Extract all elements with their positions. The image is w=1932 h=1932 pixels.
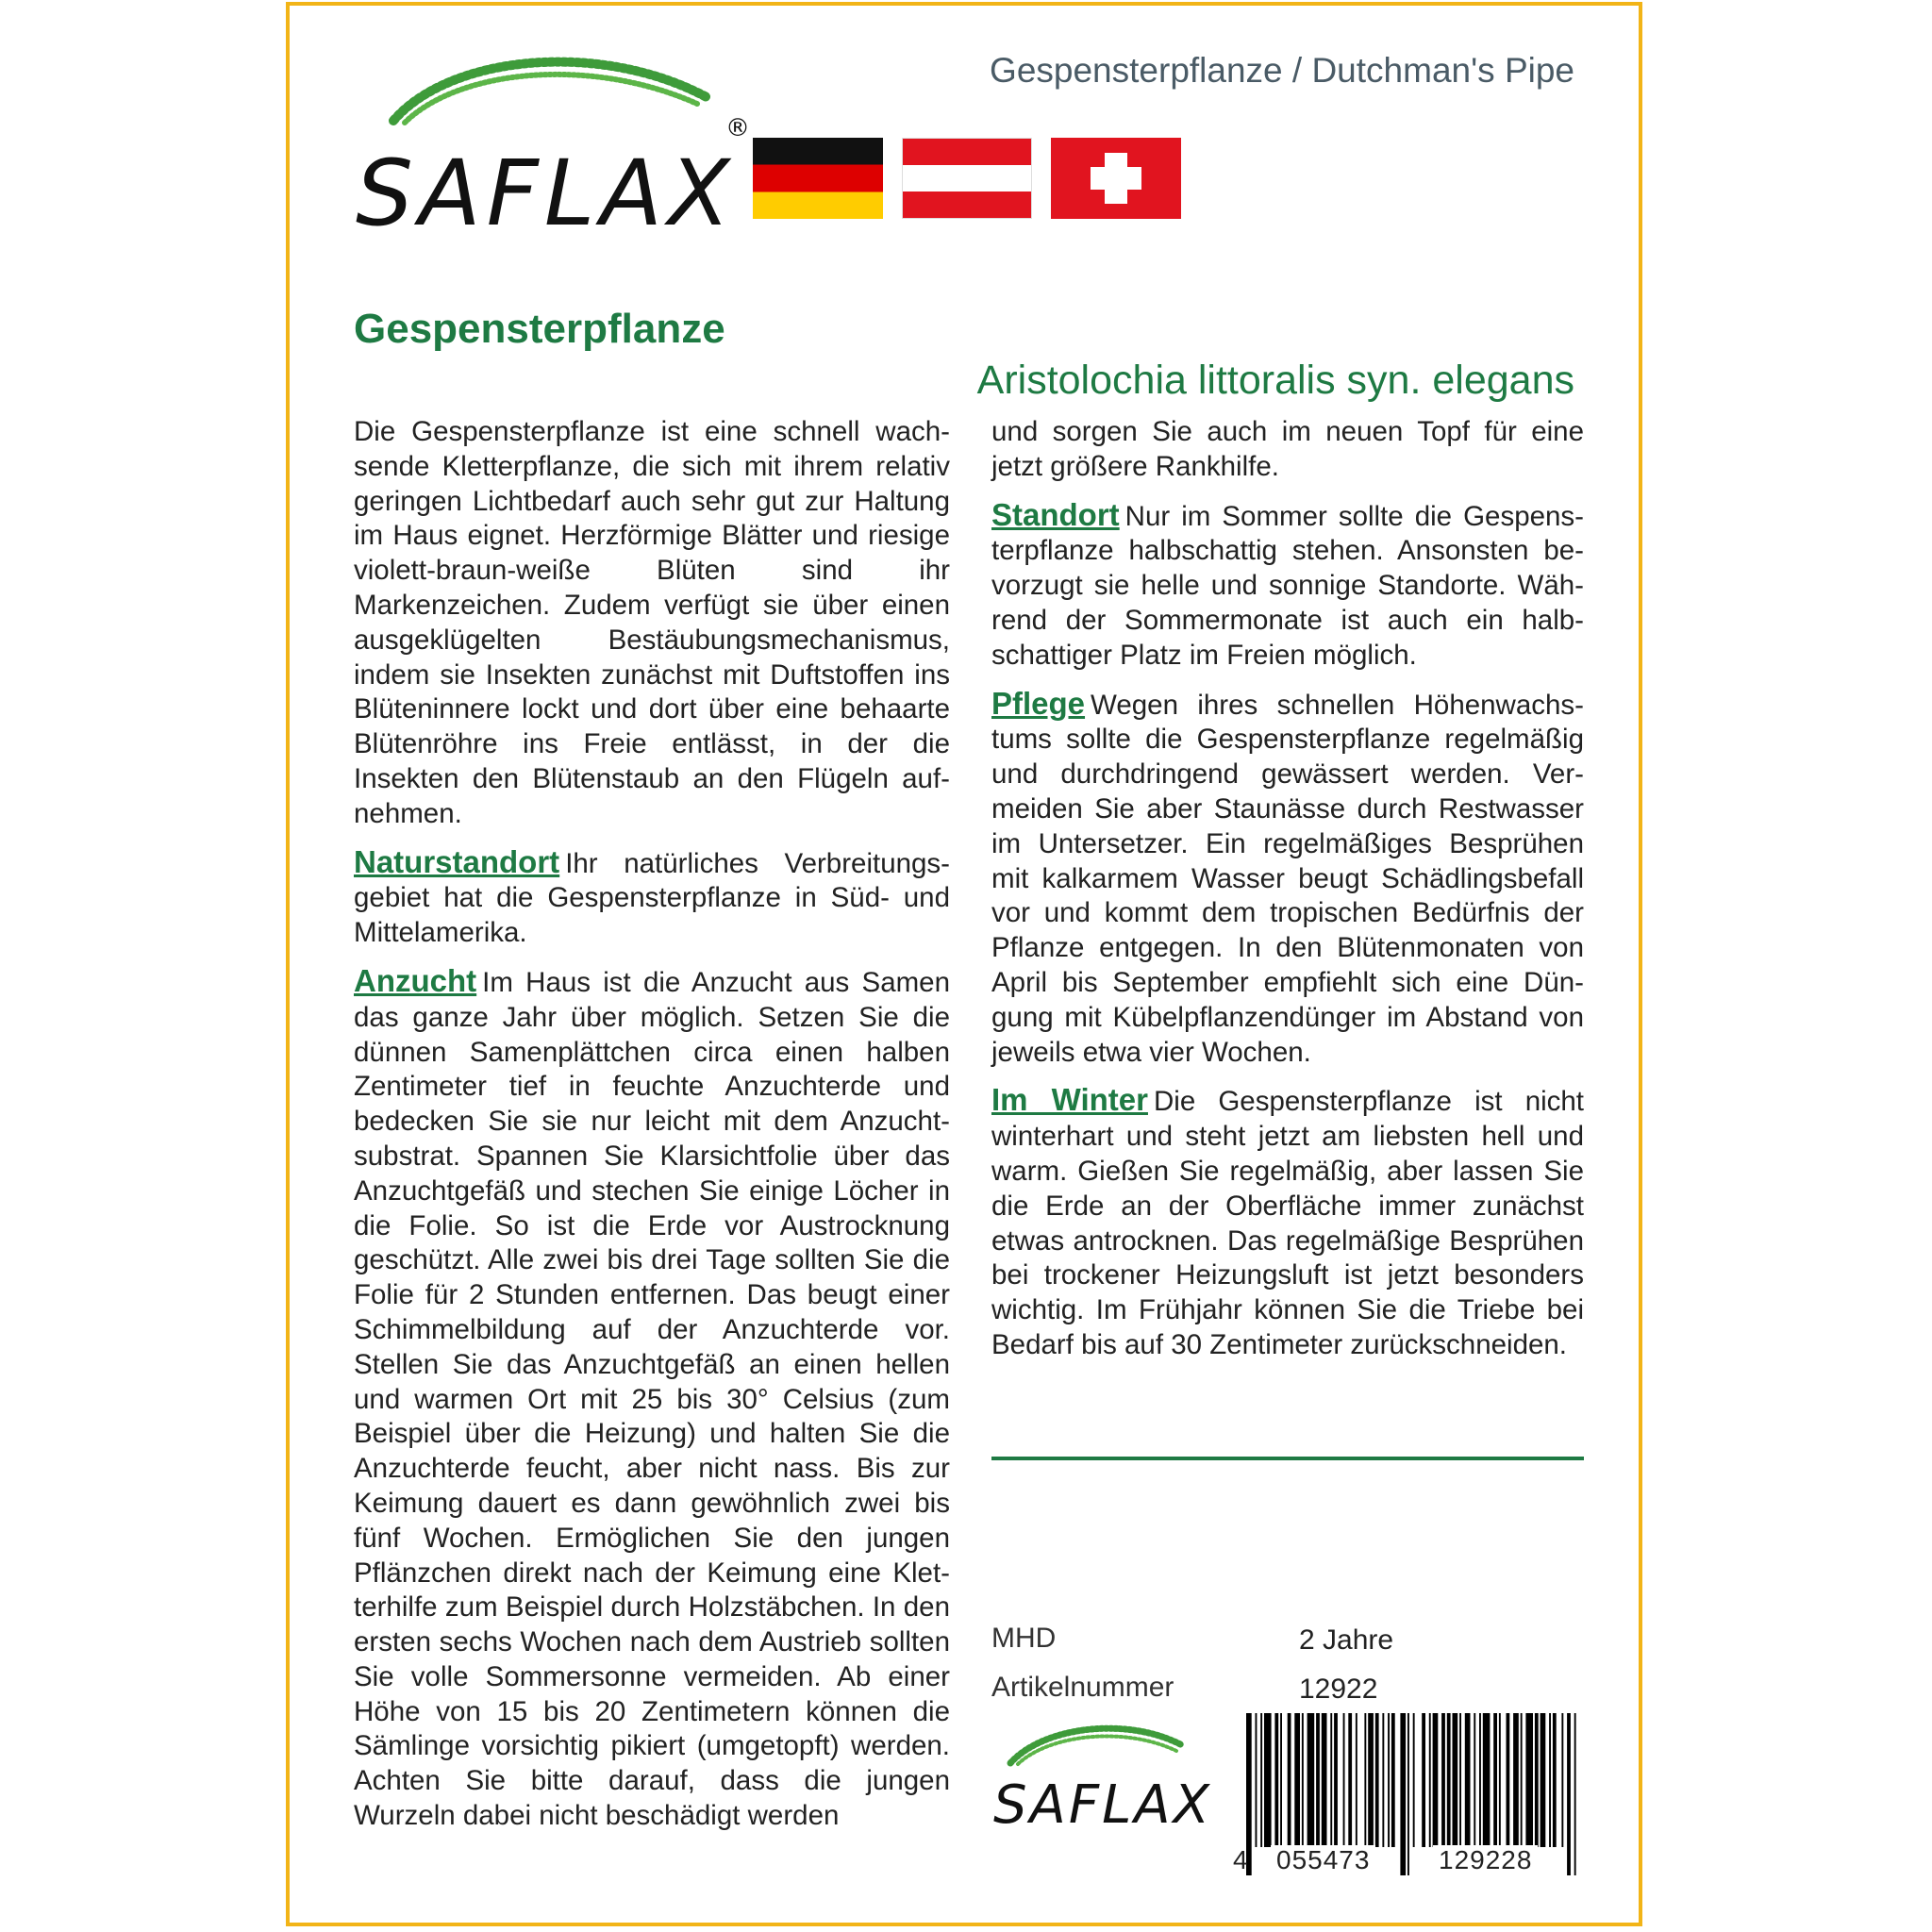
barcode-bar bbox=[1391, 1713, 1395, 1847]
article-number-label: Artikelnummer bbox=[991, 1672, 1174, 1703]
mhd-label: MHD bbox=[991, 1623, 1057, 1654]
section-heading: Naturstandort bbox=[354, 843, 560, 879]
registered-mark: ® bbox=[725, 114, 750, 142]
barcode-digit-first: 4 bbox=[1233, 1845, 1248, 1874]
barcode-bar bbox=[1302, 1713, 1304, 1847]
flag-row bbox=[753, 138, 1181, 219]
barcode-bar bbox=[1422, 1713, 1425, 1847]
barcode-bar bbox=[1549, 1713, 1551, 1847]
german-flag-icon bbox=[753, 138, 883, 219]
barcode-bar bbox=[1382, 1713, 1384, 1847]
barcode-bar bbox=[1388, 1713, 1390, 1847]
barcode-bar bbox=[1493, 1713, 1497, 1847]
barcode-bar bbox=[1447, 1713, 1451, 1847]
barcode-bar bbox=[1441, 1713, 1445, 1847]
barcode-bar bbox=[1274, 1713, 1278, 1847]
section-heading: Im Winter bbox=[991, 1082, 1148, 1118]
section-text: Im Haus ist die Anzucht aus Samen das ganze Jahr über möglich. Setzen Sie die dünnen Samenplättchen circa einen halben Zentimeter tief in feuchte Anzuchterde und bedecken Sie sie nur leicht mit dem Anzuchtsubstrat. Spannen Sie Klarsichtfolie über das Anzuchtgefäß und stechen Sie einige Löcher in die Folie. So ist die Erde vor Austrocknung geschützt. Alle zwei bis drei Tage sollten Sie die Folie für 2 Stunden entfernen. Das beugt einer Schimmelbildung auf der Anzuchterde vor. Stellen Sie das Anzuchtgefäß an einen hellen und warmen Ort mit 25 bis 30° Celsius (zum Beispiel über die Heizung) und halten Sie die Anzuchterde feucht, aber nicht nass. Bis zur Keimung dauert es dann gewöhnlich zwei bis fünf Wochen. Ermöglichen Sie den jungen Pflänzchen direkt nach der Keimung eine Kletterhilfe zum Beispiel durch Holzstäbchen. In den ersten sechs Wochen nach dem Austrieb sollten Sie volle Sommersonne vermeiden. Ab einer Höhe von 15 bis 20 Zentimetern können die Sämlinge vorsichtig pikiert (umgetopft) werden. Achten Sie bitte darauf, dass die jungen Wurzeln dabei nicht beschädigt werden bbox=[354, 966, 950, 1832]
barcode-bar bbox=[1499, 1713, 1501, 1847]
barcode-bar bbox=[1553, 1713, 1557, 1847]
barcode-bar bbox=[1459, 1713, 1461, 1847]
section-heading: Standort bbox=[991, 496, 1120, 532]
section-naturstandort bbox=[354, 845, 950, 951]
barcode-bar bbox=[1433, 1713, 1439, 1847]
barcode-bar bbox=[1260, 1713, 1262, 1847]
barcode-bar bbox=[1322, 1713, 1327, 1847]
barcode-bar bbox=[1307, 1713, 1315, 1847]
section-divider bbox=[991, 1457, 1584, 1460]
section-text: Ihr natürliches Verbreitungsgebiet hat die Gespensterpflanze in Süd- und Mittelamerika. bbox=[354, 847, 950, 949]
text-column-right bbox=[991, 415, 1584, 1376]
barcode-bar bbox=[1474, 1713, 1475, 1847]
barcode-bar bbox=[1541, 1713, 1546, 1847]
barcode-bar bbox=[1535, 1713, 1539, 1847]
barcode-bar bbox=[1513, 1713, 1519, 1847]
barcode-bar bbox=[1280, 1713, 1282, 1847]
barcode-bar bbox=[1479, 1713, 1481, 1847]
section-anzucht bbox=[354, 964, 950, 1834]
anzucht-continuation: und sorgen Sie auch im neuen Topf für eine jetzt größere Rankhilfe. bbox=[991, 416, 1584, 482]
barcode-group-right: 129228 bbox=[1433, 1845, 1538, 1875]
brand-wordmark-small: SAFLAX bbox=[993, 1774, 1212, 1834]
barcode-bar bbox=[1561, 1713, 1563, 1847]
barcode-number bbox=[1233, 1841, 1584, 1879]
section-heading: Anzucht bbox=[354, 962, 477, 998]
barcode-bar bbox=[1330, 1713, 1332, 1847]
barcode-bar bbox=[1483, 1713, 1491, 1847]
section-pflege bbox=[991, 687, 1584, 1071]
section-text: Nur im Sommer sollte die Gespensterpflanze halbschattig stehen. Ansonsten bevorzugt sie helle und sonnige Standorte. Während der Sommermonate ist auch ein halbschattiger Platz im Freien möglich. bbox=[991, 500, 1584, 671]
barcode-bar bbox=[1343, 1713, 1345, 1847]
barcode-bar bbox=[1525, 1713, 1533, 1847]
austrian-flag-icon bbox=[902, 138, 1032, 219]
article-number-value: 12922 bbox=[1299, 1674, 1378, 1705]
plant-title: Gespensterpflanze bbox=[354, 306, 725, 352]
section-heading: Pflege bbox=[991, 685, 1086, 721]
barcode-bar bbox=[1348, 1713, 1352, 1847]
section-winter bbox=[991, 1083, 1584, 1362]
barcode-bar bbox=[1429, 1713, 1431, 1847]
mhd-value: 2 Jahre bbox=[1299, 1624, 1394, 1656]
seed-packet-back bbox=[286, 2, 1642, 1926]
barcode-bar bbox=[1264, 1713, 1272, 1847]
saflax-logo bbox=[356, 45, 752, 234]
brand-wordmark: SAFLAX bbox=[356, 141, 736, 234]
barcode-bar bbox=[1256, 1713, 1257, 1847]
barcode-group-left: 055473 bbox=[1271, 1845, 1375, 1875]
barcode-bar bbox=[1465, 1713, 1471, 1847]
barcode-bar bbox=[1356, 1713, 1357, 1847]
barcode-bar bbox=[1334, 1713, 1338, 1847]
section-text: Wegen ihres schnellen Höhenwachstums sollte die Gespensterpflanze regelmäßig und durchdringend gewässert werden. Vermeiden Sie aber Staunässe durch Restwasser im Untersetzer. Ein regelmäßiges Besprühen mit kalkarmem Wasser beugt Schädlingsbefall vor und kommt dem tropischen Bedürfnis der Pflanze entgegen. In den Blütenmonaten von April bis September empfiehlt sich eine Düngung mit Kübelpflanzendünger im Abstand von jeweils etwa vier Wochen. bbox=[991, 689, 1584, 1068]
barcode-bar bbox=[1294, 1713, 1300, 1847]
product-title: Gespensterpflanze / Dutchman's Pipe bbox=[990, 51, 1574, 90]
barcode-bar bbox=[1521, 1713, 1523, 1847]
barcode-bar bbox=[1453, 1713, 1458, 1847]
saflax-logo-small bbox=[988, 1711, 1214, 1834]
section-standort bbox=[991, 498, 1584, 674]
barcode-bar bbox=[1368, 1713, 1374, 1847]
barcode-bar bbox=[1316, 1713, 1320, 1847]
barcode-bar bbox=[1413, 1713, 1415, 1847]
section-text: Die Gespensterpflanze ist nicht winterhart und steht jetzt am liebsten hell und warm. Gießen Sie regelmäßig, aber lassen Sie die Erde an der Oberfläche immer zunächst etwas antrocknen. Das regelmäßige Besprühen bei trockener Heizungsluft ist jetzt besonders wichtig. Im Frühjahr können Sie die Triebe bei Bedarf bis auf 30 Zentimeter zurückschneiden. bbox=[991, 1086, 1585, 1360]
text-column-left bbox=[354, 415, 950, 1847]
latin-name: Aristolochia littoralis syn. elegans bbox=[976, 358, 1574, 403]
swiss-flag-icon bbox=[1051, 138, 1181, 219]
barcode-bar bbox=[1507, 1713, 1510, 1847]
barcode-bar bbox=[1375, 1713, 1379, 1847]
barcode-bar bbox=[1288, 1713, 1291, 1847]
intro-paragraph: Die Gespensterpflanze ist eine schnell wachsende Kletterpflanze, die sich mit ihrem relativ geringen Lichtbedarf auch sehr gut zur Haltung im Haus eignet. Herzförmige Blätter und riesige violett-braun-weiße Blüten sind ihr Markenzeichen. Zudem verfügt sie über einen ausgeklügelten Bestäubungsmechanismus, indem sie Insekten zunächst mit Duftstoffen ins Blüteninnere lockt und dort über eine behaarte Blütenröhre ins Freie entlässt, in der die Insekten den Blütenstaub an den Flügeln aufnehmen. bbox=[354, 416, 950, 829]
barcode-bar bbox=[1364, 1713, 1366, 1847]
